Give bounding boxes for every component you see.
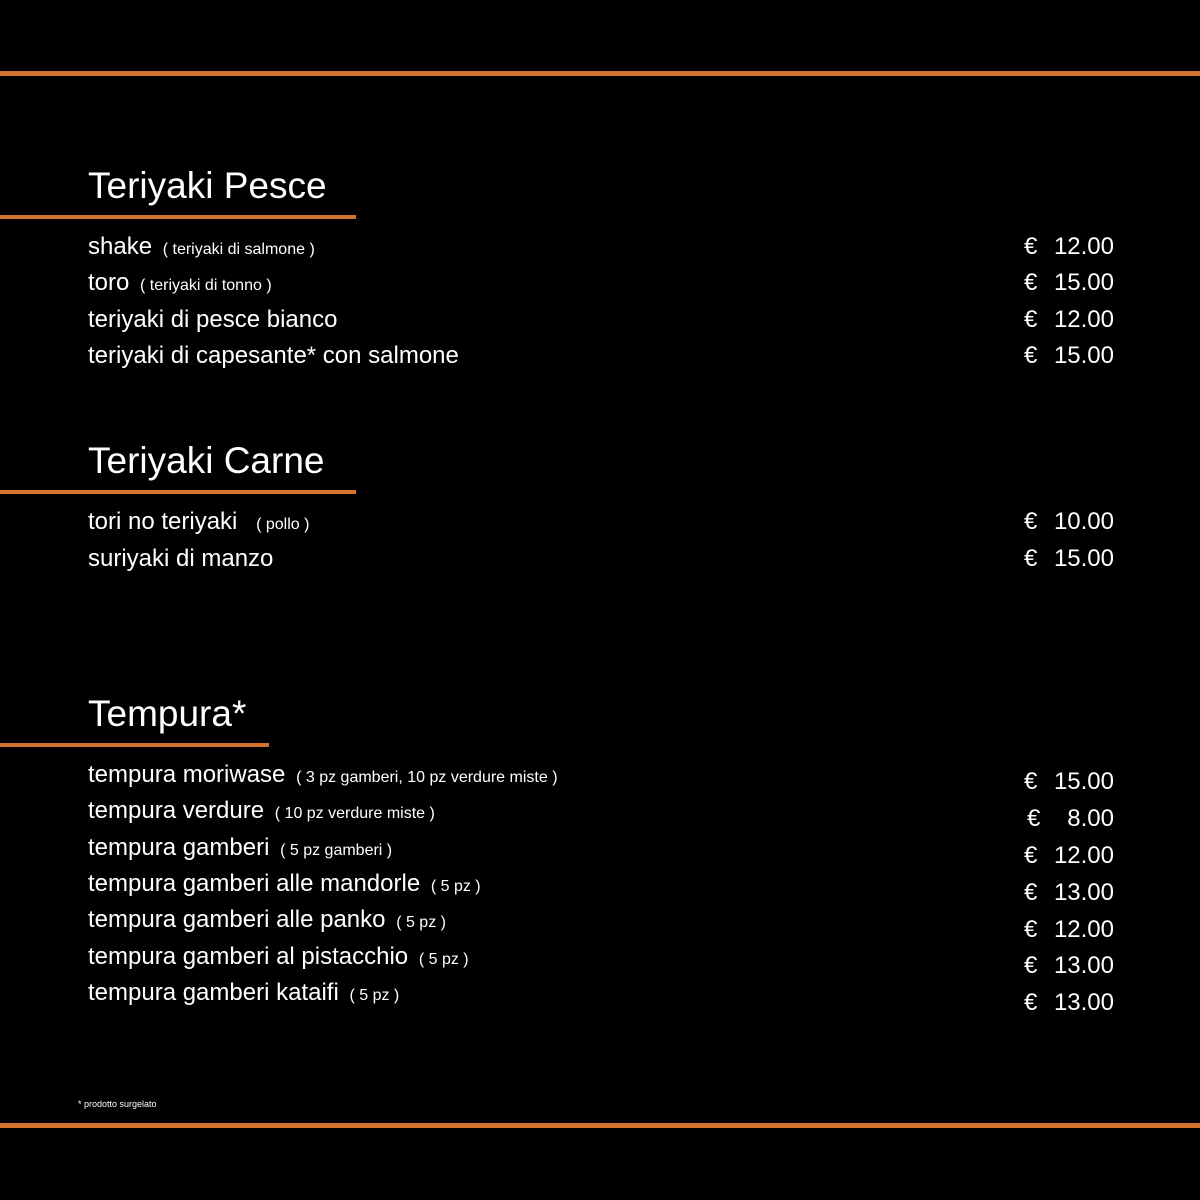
top-accent-rule bbox=[0, 71, 1200, 76]
price-amount: 12.00 bbox=[1053, 842, 1114, 869]
price-amount: 13.00 bbox=[1053, 952, 1114, 979]
item-text bbox=[88, 306, 337, 334]
price-amount: 13.00 bbox=[1053, 989, 1114, 1016]
currency-symbol: € bbox=[1024, 952, 1038, 979]
item-text bbox=[88, 834, 392, 865]
item-text bbox=[88, 761, 558, 792]
menu-item bbox=[0, 761, 1200, 797]
section-title: Teriyaki Pesce bbox=[88, 165, 327, 206]
item-text bbox=[88, 870, 481, 901]
menu-item bbox=[0, 269, 1200, 305]
item-note: ( teriyaki di salmone ) bbox=[162, 241, 315, 258]
menu-item bbox=[0, 870, 1200, 906]
item-name: tempura gamberi bbox=[88, 834, 270, 861]
menu-item bbox=[0, 797, 1200, 833]
item-text bbox=[88, 545, 273, 573]
price-amount: 13.00 bbox=[1053, 879, 1114, 906]
item-name: suriyaki di manzo bbox=[88, 545, 274, 572]
item-name: tempura gamberi alle panko bbox=[88, 906, 386, 933]
item-name: tori no teriyaki bbox=[88, 508, 238, 535]
item-name: teriyaki di pesce bianco bbox=[88, 306, 338, 333]
menu-item bbox=[0, 906, 1200, 942]
item-name: toro bbox=[88, 269, 130, 296]
price-amount: 8.00 bbox=[1067, 805, 1114, 832]
item-note: ( 5 pz ) bbox=[396, 914, 446, 931]
footnote: * prodotto surgelato bbox=[78, 1099, 157, 1109]
currency-symbol: € bbox=[1024, 342, 1038, 369]
bottom-accent-rule bbox=[0, 1123, 1200, 1128]
price-amount: 15.00 bbox=[1053, 269, 1114, 296]
currency-symbol: € bbox=[1024, 768, 1038, 795]
item-text bbox=[88, 797, 435, 828]
item-note: ( teriyaki di tonno ) bbox=[140, 277, 272, 294]
section-underline bbox=[0, 215, 356, 219]
item-text bbox=[88, 233, 315, 264]
menu-item bbox=[0, 545, 1200, 581]
item-note: ( pollo ) bbox=[256, 516, 310, 533]
currency-symbol: € bbox=[1024, 842, 1038, 869]
currency-symbol: € bbox=[1024, 269, 1038, 296]
item-name: tempura gamberi alle mandorle bbox=[88, 870, 421, 897]
item-name: tempura moriwase bbox=[88, 761, 286, 788]
item-text bbox=[88, 508, 309, 539]
menu-item bbox=[0, 306, 1200, 342]
currency-symbol: € bbox=[1024, 916, 1038, 943]
currency-symbol: € bbox=[1024, 879, 1038, 906]
currency-symbol: € bbox=[1027, 805, 1041, 832]
price-amount: 15.00 bbox=[1053, 545, 1114, 572]
menu-item bbox=[0, 233, 1200, 269]
item-text bbox=[88, 906, 446, 937]
item-text bbox=[88, 979, 399, 1010]
item-note: ( 5 pz ) bbox=[418, 951, 469, 968]
item-name: teriyaki di capesante* con salmone bbox=[88, 342, 459, 369]
menu-item bbox=[0, 979, 1200, 1015]
price-amount: 12.00 bbox=[1053, 306, 1114, 333]
item-note: ( 5 pz gamberi ) bbox=[280, 842, 393, 859]
price-amount: 12.00 bbox=[1053, 916, 1114, 943]
price-amount: 12.00 bbox=[1053, 233, 1114, 260]
item-note: ( 5 pz ) bbox=[430, 878, 481, 895]
section-underline bbox=[0, 490, 356, 494]
currency-symbol: € bbox=[1024, 508, 1038, 535]
menu-item bbox=[0, 508, 1200, 544]
currency-symbol: € bbox=[1024, 233, 1038, 260]
item-name: tempura verdure bbox=[88, 797, 265, 824]
section-title: Tempura* bbox=[88, 693, 247, 734]
item-text bbox=[88, 342, 459, 370]
item-text bbox=[88, 269, 272, 300]
menu-item bbox=[0, 342, 1200, 378]
item-name: tempura gamberi al pistacchio bbox=[88, 943, 409, 970]
section-underline bbox=[0, 743, 269, 747]
price-amount: 10.00 bbox=[1053, 508, 1114, 535]
menu-item bbox=[0, 943, 1200, 979]
item-name: tempura gamberi kataifi bbox=[88, 979, 339, 1006]
section-title: Teriyaki Carne bbox=[88, 440, 325, 481]
currency-symbol: € bbox=[1024, 989, 1038, 1016]
price-amount: 15.00 bbox=[1053, 342, 1114, 369]
item-note: ( 10 pz verdure miste ) bbox=[274, 805, 435, 822]
item-name: shake bbox=[88, 233, 153, 260]
item-text bbox=[88, 943, 469, 974]
item-note: ( 5 pz ) bbox=[349, 987, 400, 1004]
item-note: ( 3 pz gamberi, 10 pz verdure miste ) bbox=[296, 769, 558, 786]
currency-symbol: € bbox=[1024, 545, 1038, 572]
menu-item bbox=[0, 834, 1200, 870]
currency-symbol: € bbox=[1024, 306, 1038, 333]
price-amount: 15.00 bbox=[1053, 768, 1114, 795]
